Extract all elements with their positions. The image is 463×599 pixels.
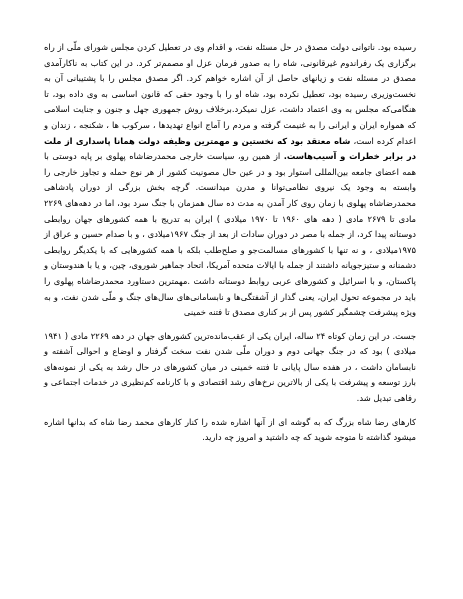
paragraph: جست. در این زمان کوتاه ۲۴ ساله، ایران یکی از عقب‌مانده‌ترین کشورهای جهان در دهه ۲۲۶۹ مادی ( ۱۹۴۱ میلادی ) بود که در جنگ جهانی دوم و دوران ملّی شدن نفت سخت گرفتار و اوضاع و احوالی آشفته و نابسامان داشت ، در هفده سال پایانی تا فتنه خمینی در میان کشورهای در حال رشد به یکی از نمونه‌های بارز توسعه و پیشرفت با یکی از بالاترین نرخ‌های رشد اقتصادی و با کارنامه کم‌نظیری در خدمات اجتماعی و رفاهی تبدیل شد. <box>44 330 416 404</box>
paragraph-text: از همین رو، سیاست خارجی محمدرضاشاه پهلوی بر پایه دوستی با همه اعضای جامعه بین‌المللی استوار بود و در عین حال مصونیت کشور از هر نوع حمله و تجاوز خارجی را وابسته به وجود یک نیروی نظامی‌توانا و مدرن میدانست. گرچه بخش بزرگی از دوران پادشاهی محمدرضاشاه پهلوی با زمان روی کار آمدن به مدت ده سال همزمان با جنگ سرد بود، اما در دهه‌های ۲۲۶۹ مادی تا ۲۶۷۹ مادی ( دهه های ۱۹۶۰ تا ۱۹۷۰ میلادی ) ایران به تدریج با همه کشورهای جهان روابطی دوستانه پیدا کرد، از جمله با مصر در دوران سادات از بعد از جنگ ۱۹۶۷میلادی ، و با صدام حسین و عراق از ۱۹۷۵میلادی ، و نه تنها با کشورهای مسالمت‌جو و صلح‌طلب بلکه با همه کشورهایی که با یکدیگر روابطی دشمنانه و ستیزجویانه داشتند از جمله با ایالات متحده آمریکا، اتحاد جماهیر شوروی، چین، و یا با هندوستان و پاکستان، و با اسرائیل و کشورهای عربی روابط دوستانه داشت .مهمترین دستاورد محمدرضاشاه پهلوی را باید در مجموعه تحول ایران، یعنی گذار از آشفتگی‌ها و نابسامانی‌های سال‌های جنگ و ملّی شدن نفت، و به ویژه پیشرفت چشمگیر کشور پس از بر کناری مصدق تا فتنه خمینی <box>44 151 416 318</box>
bold-statement: شاه معتقد بود که نخستین و مهمترین وظیفه دولت همانا پاسداری از ملت در برابر خطرات و آسیب‌هاست. <box>44 135 417 162</box>
paragraph-text: رسیده بود. ناتوانی دولت مصدق در حل مسئله نفت، و اقدام وی در تعطیل کردن مجلس شورای ملّی از راه برگزاری یک رفراندوم غیرقانونی، شاه را به صدور فرمان عزل او مصمم‌تر کرد. در این کتاب به ناکارآمدی مصدق در مسئله نفت و زیانهای حاصل از آن اشاره خواهم کرد. اگر مصدق مجلس را با پشتیبانی آن به نخست‌وزیری رسیده بود، تعطیل نکرده بود، شاه او را با وجود حقی که قانون اساسی به وی داده بود، تا هنگامی‌که مجلس به وی اعتماد داشت، عزل نمیکرد.برخلاف روش جمهوری جهل و جنون و جنایت اسلامی که همواره ایران و ایرانی را به غنیمت گرفته و مردم را آماج انواع تهدیدها ، سرکوب ها ، شکنجه ، زندان و اعدام کرده است، <box>44 42 416 146</box>
paragraph: کارهای رضا شاه بزرگ که به گوشه ای از آنها اشاره شده را کنار کارهای محمد رضا شاه که بدانها اشاره میشود گذاشته تا متوجه شوید که چه داشتید و امروز چه دارید. <box>44 416 416 443</box>
paragraph <box>44 40 416 321</box>
document-page <box>44 40 416 454</box>
